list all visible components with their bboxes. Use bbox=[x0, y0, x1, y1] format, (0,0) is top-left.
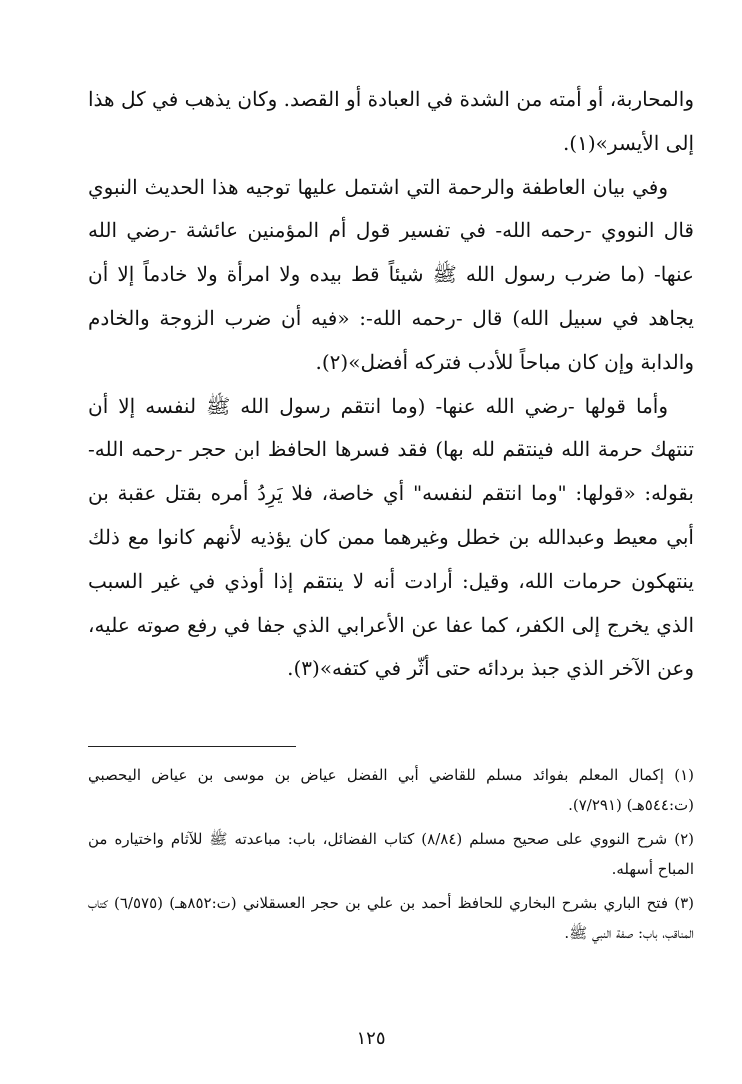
footnote: (٣) فتح الباري بشرح البخاري للحافظ أحمد بن علي بن حجر العسقلاني (ت:٨٥٢هـ) (٦/٥٧٥) كتاب المناقب، باب: صفة النبي ﷺ. bbox=[88, 894, 694, 942]
footnote: (١) إكمال المعلم بفوائد مسلم للقاضي أبي الفضل عياض بن موسى بن عياض اليحصبي (ت:٥٤٤هـ) (٧/٢٩١). bbox=[88, 766, 694, 814]
footnote-separator bbox=[88, 746, 296, 747]
paragraph: وفي بيان العاطفة والرحمة التي اشتمل عليها توجيه هذا الحديث النبوي قال النووي -رحمه الله- في تفسير قول أم المؤمنين عائشة -رضي الله عنها- (ما ضرب رسول الله ﷺ شيئاً قط بيده ولا امرأة ولا خادماً إلا أن يجاهد في سبيل الله) قال -رحمه الله-: «فيه أن ضرب الزوجة والخادم والدابة وإن كان مباحاً للأدب فتركه أفضل»(٢). bbox=[88, 174, 694, 374]
paragraph: والمحاربة، أو أمته من الشدة في العبادة أو القصد. وكان يذهب في كل هذا إلى الأيسر»(١). bbox=[88, 87, 694, 155]
main-text bbox=[88, 78, 694, 691]
footnotes bbox=[88, 760, 694, 952]
footnote: (٢) شرح النووي على صحيح مسلم (٨/٨٤) كتاب الفضائل، باب: مباعدته ﷺ للآثام واختياره من المباح أسهله. bbox=[88, 830, 695, 878]
page-number: ١٢٥ bbox=[356, 1028, 386, 1049]
paragraph: وأما قولها -رضي الله عنها- (وما انتقم رسول الله ﷺ لنفسه إلا أن تنتهك حرمة الله فينتقم لله بها) فقد فسرها الحافظ ابن حجر -رحمه الله- بقوله: «قولها: "وما انتقم لنفسه" أي خاصة، فلا يَرِدُ أمره بقتل عقبة بن أبي معيط وعبدالله بن خطل وغيرهما ممن كان يؤذيه لأنهم كانوا مع ذلك ينتهكون حرمات الله، وقيل: أرادت أنه لا ينتقم إذا أوذي في غير السبب الذي يخرج إلى الكفر، كما عفا عن الأعرابي الذي جفا في رفع صوته عليه، وعن الآخر الذي جبذ بردائه حتى أثّر في كتفه»(٣). bbox=[88, 393, 694, 681]
